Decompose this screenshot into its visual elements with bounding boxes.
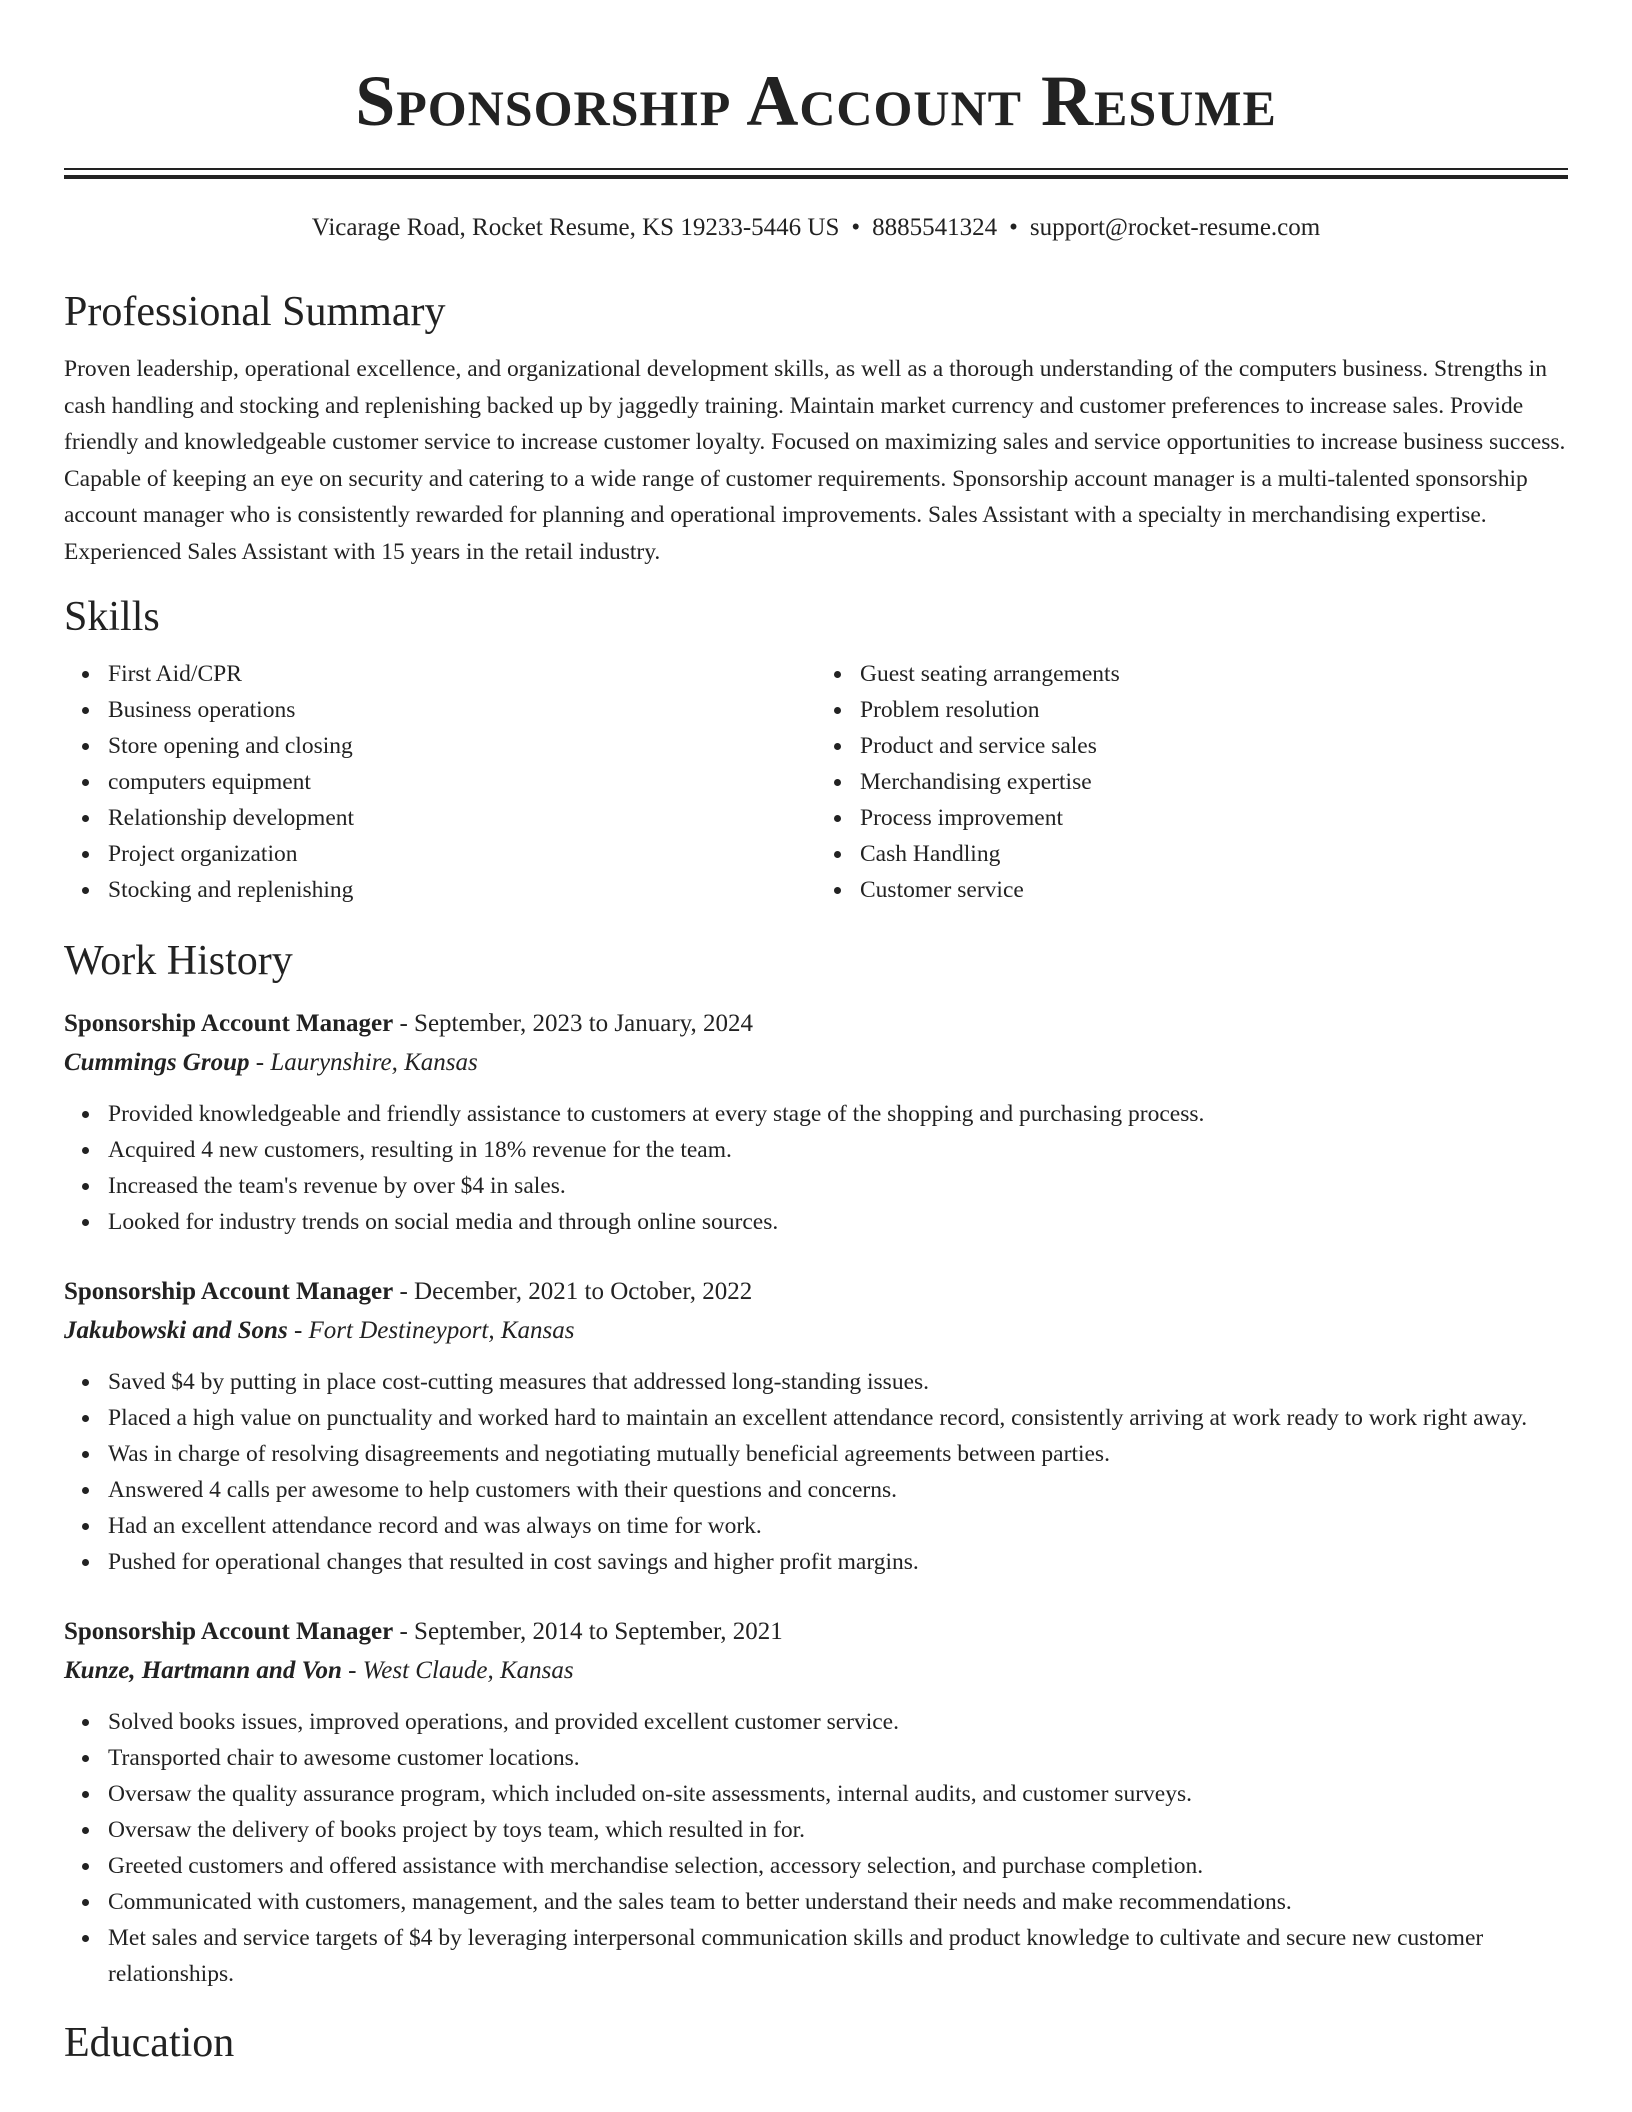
skill-item: Store opening and closing — [108, 728, 816, 764]
job-bullet: Provided knowledgeable and friendly assistance to customers at every stage of the shopping and purchasing process. — [108, 1096, 1568, 1132]
job-title: Sponsorship Account Manager — [64, 1618, 394, 1645]
skill-item: Project organization — [108, 836, 816, 872]
contact-line — [64, 213, 1568, 243]
job-bullet: Greeted customers and offered assistance with merchandise selection, accessory selection, and purchase completion. — [108, 1848, 1568, 1884]
job-bullet: Oversaw the delivery of books project by toys team, which resulted in for. — [108, 1812, 1568, 1848]
job-location: - Laurynshire, Kansas — [249, 1049, 478, 1076]
job-bullet: Placed a high value on punctuality and worked hard to maintain an excellent attendance record, consistently arriving at work ready to work right away. — [108, 1400, 1568, 1436]
job-employer-line — [64, 1044, 1568, 1082]
skill-item: Problem resolution — [860, 692, 1568, 728]
job-dates: - September, 2023 to January, 2024 — [393, 1010, 754, 1037]
job-entry — [64, 1272, 1568, 1580]
skill-item: Process improvement — [860, 800, 1568, 836]
job-title: Sponsorship Account Manager — [64, 1278, 394, 1305]
job-bullets — [64, 1704, 1568, 1992]
job-bullet: Was in charge of resolving disagreements and negotiating mutually beneficial agreements between parties. — [108, 1436, 1568, 1472]
contact-separator: • — [1009, 214, 1018, 241]
contact-email: support@rocket-resume.com — [1029, 214, 1321, 241]
contact-separator: • — [851, 214, 861, 241]
summary-heading: Professional Summary — [64, 289, 446, 335]
job-entry — [64, 1612, 1568, 1992]
job-dates: - September, 2014 to September, 2021 — [393, 1618, 783, 1645]
job-bullet: Saved $4 by putting in place cost-cutting measures that addressed long-standing issues. — [108, 1364, 1568, 1400]
skill-item: Relationship development — [108, 800, 816, 836]
skill-item: Product and service sales — [860, 728, 1568, 764]
job-bullets — [64, 1364, 1568, 1580]
skill-item: Customer service — [860, 872, 1568, 908]
job-bullet: Answered 4 calls per awesome to help customers with their questions and concerns. — [108, 1472, 1568, 1508]
skill-item: Stocking and replenishing — [108, 872, 816, 908]
job-employer: Kunze, Hartmann and Von — [64, 1657, 342, 1684]
title-double-rule — [64, 168, 1568, 179]
job-employer: Jakubowski and Sons — [64, 1317, 288, 1344]
job-employer-line — [64, 1652, 1568, 1690]
skill-item: computers equipment — [108, 764, 816, 800]
job-entry — [64, 1004, 1568, 1240]
job-bullet: Communicated with customers, management, and the sales team to better understand their needs and make recommendations. — [108, 1884, 1568, 1920]
job-title-line — [64, 1272, 1568, 1312]
job-bullet: Transported chair to awesome customer locations. — [108, 1740, 1568, 1776]
skills-grid — [64, 656, 1568, 908]
job-dates: - December, 2021 to October, 2022 — [393, 1278, 753, 1305]
job-bullet: Oversaw the quality assurance program, which included on-site assessments, internal audits, and customer surveys. — [108, 1776, 1568, 1812]
job-bullet: Looked for industry trends on social media and through online sources. — [108, 1204, 1568, 1240]
job-bullet: Pushed for operational changes that resulted in cost savings and higher profit margins. — [108, 1544, 1568, 1580]
job-bullet: Met sales and service targets of $4 by leveraging interpersonal communication skills and product knowledge to cultivate and secure new customer relationships. — [108, 1920, 1568, 1992]
skill-item: Merchandising expertise — [860, 764, 1568, 800]
job-title: Sponsorship Account Manager — [64, 1010, 394, 1037]
job-bullet: Solved books issues, improved operations, and provided excellent customer service. — [108, 1704, 1568, 1740]
skills-heading: Skills — [64, 594, 160, 640]
work-history-heading: Work History — [64, 938, 293, 984]
contact-phone: 8885541324 — [872, 214, 998, 241]
skill-item: Business operations — [108, 692, 816, 728]
job-title-line — [64, 1612, 1568, 1652]
job-title-line — [64, 1004, 1568, 1044]
job-bullet: Acquired 4 new customers, resulting in 18% revenue for the team. — [108, 1132, 1568, 1168]
job-bullets — [64, 1096, 1568, 1240]
skills-column-left — [64, 656, 816, 908]
summary-text: Proven leadership, operational excellence, and organizational development skills, as well as a thorough understanding of the computers business. Strengths in cash handling and stocking and replenishing backed up by jaggedly training. Maintain market currency and customer preferences to increase sales. Provide friendly and knowledgeable customer service to increase customer loyalty. Focused on maximizing sales and service opportunities to increase business success. Capable of keeping an eye on security and catering to a wide range of customer requirements. Sponsorship account manager is a multi-talented sponsorship account manager who is consistently rewarded for planning and operational improvements. Sales Assistant with a specialty in merchandising expertise. Experienced Sales Assistant with 15 years in the retail industry. — [64, 356, 1566, 565]
contact-address: Vicarage Road, Rocket Resume, KS 19233-5446 US — [311, 214, 840, 241]
resume-title: Sponsorship Account Resume — [355, 61, 1277, 141]
job-location: - West Claude, Kansas — [341, 1657, 574, 1684]
skills-column-right — [816, 656, 1568, 908]
job-bullet: Increased the team's revenue by over $4 in sales. — [108, 1168, 1568, 1204]
job-bullet: Had an excellent attendance record and was always on time for work. — [108, 1508, 1568, 1544]
job-employer: Cummings Group — [64, 1049, 250, 1076]
skill-item: Cash Handling — [860, 836, 1568, 872]
job-employer-line — [64, 1312, 1568, 1350]
job-location: - Fort Destineyport, Kansas — [287, 1317, 575, 1344]
education-heading: Education — [64, 2020, 235, 2066]
skill-item: First Aid/CPR — [108, 656, 816, 692]
skill-item: Guest seating arrangements — [860, 656, 1568, 692]
